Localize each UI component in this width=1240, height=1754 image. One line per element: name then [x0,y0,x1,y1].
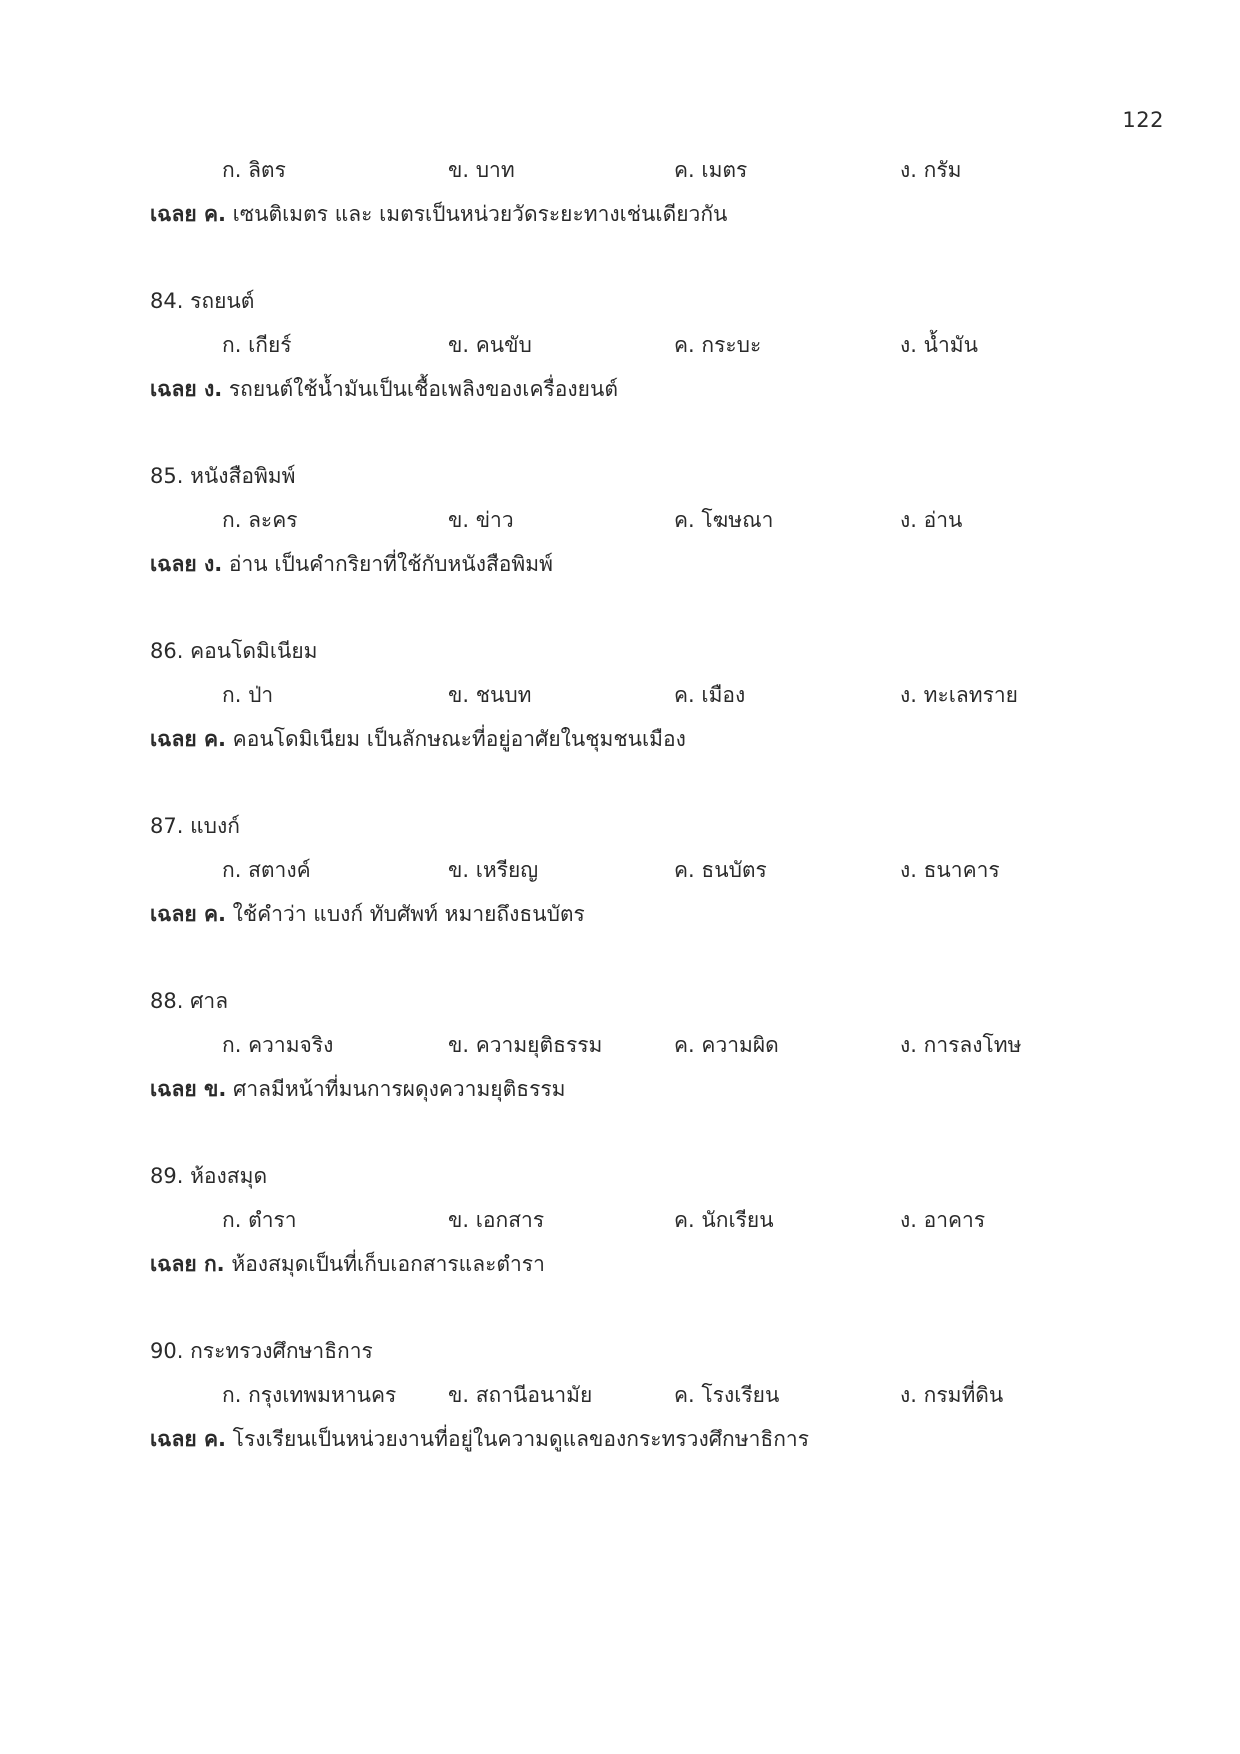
question-title: 88. ศาล [150,989,229,1013]
answer-label: เฉลย ค. [150,202,226,226]
answer-line [150,367,1150,411]
option-a: ก. ลิตร [222,158,286,182]
question-title: 90. กระทรวงศึกษาธิการ [150,1339,373,1363]
options-row [150,1198,1150,1242]
answer-line [150,892,1150,936]
options-row [150,1373,1150,1417]
options-row [150,848,1150,892]
option-d: ง. ธนาคาร [900,858,1000,882]
question-85-block [150,454,1150,586]
option-c: ค. โฆษณา [674,508,774,532]
option-b: ข. ข่าว [448,508,514,532]
option-c: ค. เมตร [674,158,748,182]
answer-label: เฉลย ค. [150,1427,226,1451]
spacer [150,1286,1150,1329]
spacer [150,761,1150,804]
option-a: ก. สตางค์ [222,858,311,882]
spacer [150,936,1150,979]
option-d: ง. การลงโทษ [900,1033,1022,1057]
option-d: ง. น้ำมัน [900,333,978,357]
question-87-block [150,804,1150,936]
spacer [150,1111,1150,1154]
question-title: 87. แบงก์ [150,814,240,838]
question-84-block [150,279,1150,411]
answer-label: เฉลย ค. [150,727,226,751]
page-number: 122 [1122,108,1164,132]
option-b: ข. เหรียญ [448,858,539,882]
answer-line [150,542,1150,586]
option-b: ข. สถานีอนามัย [448,1383,593,1407]
answer-label: เฉลย ข. [150,1077,227,1101]
options-row [150,673,1150,717]
option-c: ค. กระบะ [674,333,762,357]
question-title: 86. คอนโดมิเนียม [150,639,318,663]
options-row [150,323,1150,367]
option-b: ข. เอกสาร [448,1208,545,1232]
answer-line [150,192,1150,236]
question-title: 89. ห้องสมุด [150,1164,268,1188]
question-83-block [150,148,1150,236]
option-d: ง. ทะเลทราย [900,683,1018,707]
answer-line [150,1067,1150,1111]
spacer [150,586,1150,629]
question-86-block [150,629,1150,761]
options-row [150,498,1150,542]
option-d: ง. อ่าน [900,508,963,532]
answer-text: อ่าน เป็นคำกริยาที่ใช้กับหนังสือพิมพ์ [222,552,553,576]
answer-text: ใช้คำว่า แบงก์ ทับศัพท์ หมายถึงธนบัตร [226,902,585,926]
answer-text: รถยนต์ใช้น้ำมันเป็นเชื้อเพลิงของเครื่องยนต์ [222,377,618,401]
option-c: ค. ธนบัตร [674,858,767,882]
answer-label: เฉลย ง. [150,552,223,576]
option-c: ค. เมือง [674,683,746,707]
option-b: ข. ชนบท [448,683,532,707]
answer-line [150,1242,1150,1286]
option-c: ค. นักเรียน [674,1208,774,1232]
question-90-block [150,1329,1150,1461]
answer-text: ห้องสมุดเป็นที่เก็บเอกสารและตำรา [224,1252,545,1276]
answer-line [150,717,1150,761]
option-a: ก. ป่า [222,683,274,707]
spacer [150,411,1150,454]
question-title: 84. รถยนต์ [150,289,255,313]
answer-label: เฉลย ค. [150,902,226,926]
option-b: ข. บาท [448,158,515,182]
options-row [150,148,1150,192]
option-a: ก. ตำรา [222,1208,297,1232]
spacer [150,236,1150,279]
answer-text: คอนโดมิเนียม เป็นลักษณะที่อยู่อาศัยในชุมชนเมือง [226,727,686,751]
question-title: 85. หนังสือพิมพ์ [150,464,296,488]
answer-label: เฉลย ง. [150,377,223,401]
options-row [150,1023,1150,1067]
answer-text: โรงเรียนเป็นหน่วยงานที่อยู่ในความดูแลของกระทรวงศึกษาธิการ [226,1427,809,1451]
option-d: ง. กรัม [900,158,962,182]
option-a: ก. ละคร [222,508,298,532]
answer-label: เฉลย ก. [150,1252,225,1276]
answer-text: ศาลมีหน้าที่มนการผดุงความยุติธรรม [226,1077,566,1101]
option-b: ข. ความยุติธรรม [448,1033,603,1057]
option-d: ง. อาคาร [900,1208,986,1232]
option-a: ก. เกียร์ [222,333,292,357]
question-89-block [150,1154,1150,1286]
question-88-block [150,979,1150,1111]
option-b: ข. คนขับ [448,333,532,357]
option-a: ก. ความจริง [222,1033,334,1057]
answer-line [150,1417,1150,1461]
option-c: ค. ความผิด [674,1033,779,1057]
option-d: ง. กรมที่ดิน [900,1383,1004,1407]
answer-key-sheet [150,148,1150,1461]
answer-text: เซนติเมตร และ เมตรเป็นหน่วยวัดระยะทางเช่นเดียวกัน [226,202,728,226]
option-c: ค. โรงเรียน [674,1383,780,1407]
option-a: ก. กรุงเทพมหานคร [222,1383,397,1407]
